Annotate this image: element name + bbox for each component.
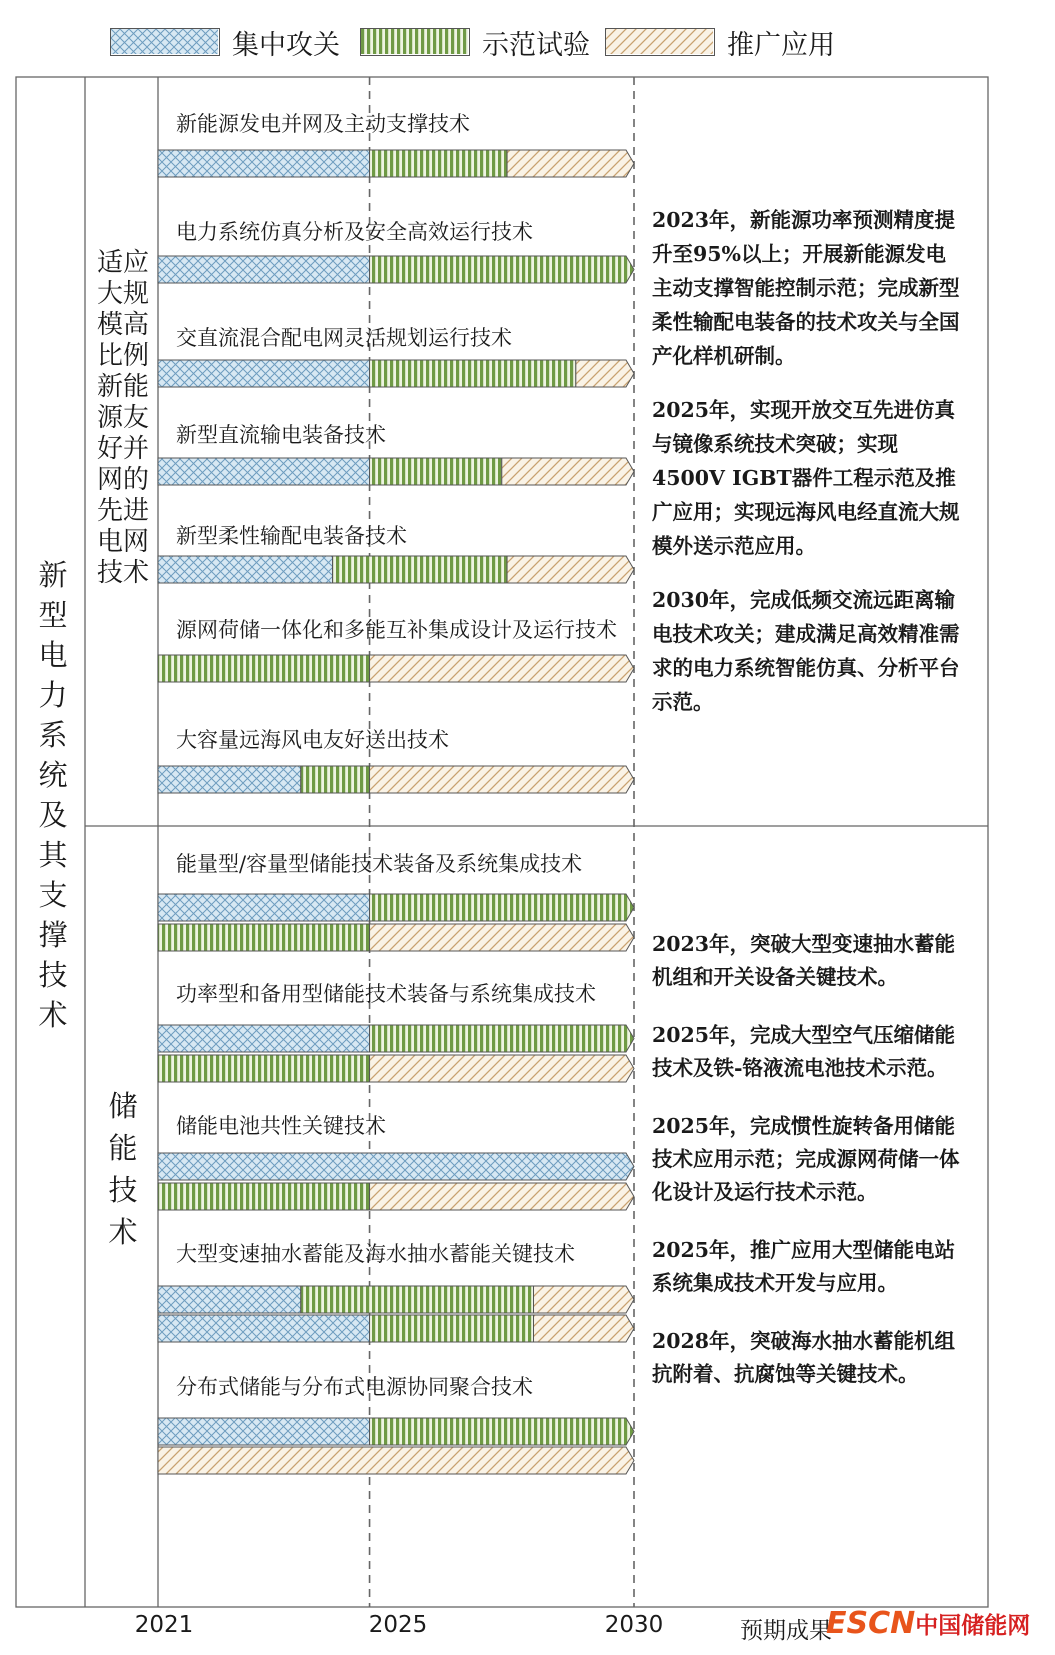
outcome-header: 预期成果 <box>740 1618 832 1644</box>
bar-g1-r4-b1-promote <box>158 1447 634 1474</box>
outcome-text: 2025年，实现开放交互先进仿真与镜像系统技术突破；实现4500V IGBT器件工程示范及推广应用；实现远海风电经直流大规模外送示范应用。 <box>652 398 960 558</box>
bar-g1-r4-b0-focus <box>158 1418 370 1445</box>
bar-g1-r2-b1-promote <box>370 1183 634 1210</box>
bar-g0-r0-b0-promote <box>507 150 634 177</box>
outcome-text: 2030年，完成低频交流远距离输电技术攻关；建成满足高效精准需求的电力系统智能仿真、分析平台示范。 <box>652 588 960 714</box>
row-label: 储能电池共性关键技术 <box>176 1114 386 1138</box>
x-tick-2021: 2021 <box>134 1612 194 1638</box>
bar-g1-r3-b0-promote <box>534 1286 634 1313</box>
bar-g0-r5-b0-demo <box>158 655 370 682</box>
legend-promote-swatch <box>605 28 715 56</box>
row-label: 分布式储能与分布式电源协同聚合技术 <box>176 1375 533 1399</box>
group-title-grid: 适应大规模高比例新能源友好并网的先进电网技术 <box>96 248 149 588</box>
bar-g1-r1-b0-focus <box>158 1025 370 1052</box>
bar-g0-r4-b0-focus <box>158 556 333 583</box>
outcome-text: 2025年，完成大型空气压缩储能技术及铁-铬液流电池技术示范。 <box>652 1023 956 1080</box>
group-title-storage: 储能技术 <box>108 1089 138 1249</box>
outcomes-grid <box>652 203 964 739</box>
row-label: 能量型/容量型储能技术装备及系统集成技术 <box>176 852 583 876</box>
bar-g0-r6-b0-demo <box>301 766 370 793</box>
outcome-text: 2025年，完成惯性旋转备用储能技术应用示范；完成源网荷储一体化设计及运行技术示范。 <box>652 1114 960 1204</box>
bar-g1-r1-b1-promote <box>370 1055 634 1082</box>
legend-promote-label: 推广应用 <box>727 29 835 61</box>
row-label: 交直流混合配电网灵活规划运行技术 <box>176 326 512 350</box>
legend-focus-label: 集中攻关 <box>232 29 340 61</box>
watermark-name: 中国储能网 <box>915 1613 1031 1639</box>
bar-g1-r2-b0-focus <box>158 1153 634 1180</box>
bar-g0-r0-b0-focus <box>158 150 370 177</box>
bar-g1-r3-b0-focus <box>158 1286 301 1313</box>
x-tick-2030: 2030 <box>604 1612 664 1638</box>
bar-g1-r0-b0-demo <box>370 894 634 921</box>
row-label: 电力系统仿真分析及安全高效运行技术 <box>176 220 533 244</box>
bar-g1-r1-b1-demo <box>158 1055 370 1082</box>
outcome-text: 2023年，新能源功率预测精度提升至95%以上；开展新能源发电主动支撑智能控制示范；完成新型柔性输配电装备的技术攻关与全国产化样机研制。 <box>652 208 960 368</box>
row-label: 源网荷储一体化和多能互补集成设计及运行技术 <box>176 618 617 642</box>
watermark-logo <box>826 1606 1030 1641</box>
bar-g1-r2-b1-demo <box>158 1183 370 1210</box>
bar-g1-r3-b0-demo <box>301 1286 534 1313</box>
legend-focus-swatch <box>110 28 220 56</box>
row-label: 新型直流输电装备技术 <box>176 423 386 447</box>
bar-g0-r1-b0-focus <box>158 256 370 283</box>
bar-g0-r3-b0-promote <box>502 458 634 485</box>
bar-g1-r1-b0-demo <box>370 1025 634 1052</box>
bar-g0-r5-b0-promote <box>370 655 634 682</box>
bar-g0-r4-b0-promote <box>507 556 634 583</box>
watermark-brand: ESCN <box>826 1606 916 1641</box>
legend-demo-swatch <box>360 28 470 56</box>
x-tick-2025: 2025 <box>368 1612 428 1638</box>
row-label: 新型柔性输配电装备技术 <box>176 524 407 548</box>
legend-focus <box>110 22 340 62</box>
legend-promote <box>605 22 835 62</box>
legend-demo <box>360 22 590 62</box>
outcome-text: 2023年，突破大型变速抽水蓄能机组和开关设备关键技术。 <box>652 932 956 989</box>
row-label: 大容量远海风电友好送出技术 <box>176 728 449 752</box>
bar-g0-r2-b0-focus <box>158 360 370 387</box>
bar-g1-r0-b0-focus <box>158 894 370 921</box>
bar-g0-r6-b0-promote <box>370 766 634 793</box>
bar-g1-r4-b0-demo <box>370 1418 634 1445</box>
bar-g0-r3-b0-demo <box>370 458 502 485</box>
bar-g0-r2-b0-promote <box>576 360 634 387</box>
bar-g1-r0-b1-demo <box>158 924 370 951</box>
outcome-text: 2025年，推广应用大型储能电站系统集成技术开发与应用。 <box>652 1238 956 1295</box>
row-label: 功率型和备用型储能技术装备与系统集成技术 <box>176 982 596 1006</box>
bar-g0-r0-b0-demo <box>370 150 508 177</box>
bar-g0-r6-b0-focus <box>158 766 301 793</box>
bar-g1-r3-b1-promote <box>534 1315 634 1342</box>
outcome-text: 2028年，突破海水抽水蓄能机组抗附着、抗腐蚀等关键技术。 <box>652 1329 956 1386</box>
bar-g1-r0-b1-promote <box>370 924 634 951</box>
bar-g0-r4-b0-demo <box>333 556 508 583</box>
legend-demo-label: 示范试验 <box>482 29 590 61</box>
outcomes-storage <box>652 928 972 1411</box>
bar-g0-r1-b0-demo <box>370 256 634 283</box>
bar-g0-r3-b0-focus <box>158 458 370 485</box>
bar-g1-r3-b1-focus <box>158 1315 370 1342</box>
bar-g0-r2-b0-demo <box>370 360 576 387</box>
row-label: 新能源发电并网及主动支撑技术 <box>176 112 470 136</box>
category-title: 新型电力系统及其支撑技术 <box>38 558 68 1032</box>
row-label: 大型变速抽水蓄能及海水抽水蓄能关键技术 <box>176 1242 575 1266</box>
bar-g1-r3-b1-demo <box>370 1315 534 1342</box>
